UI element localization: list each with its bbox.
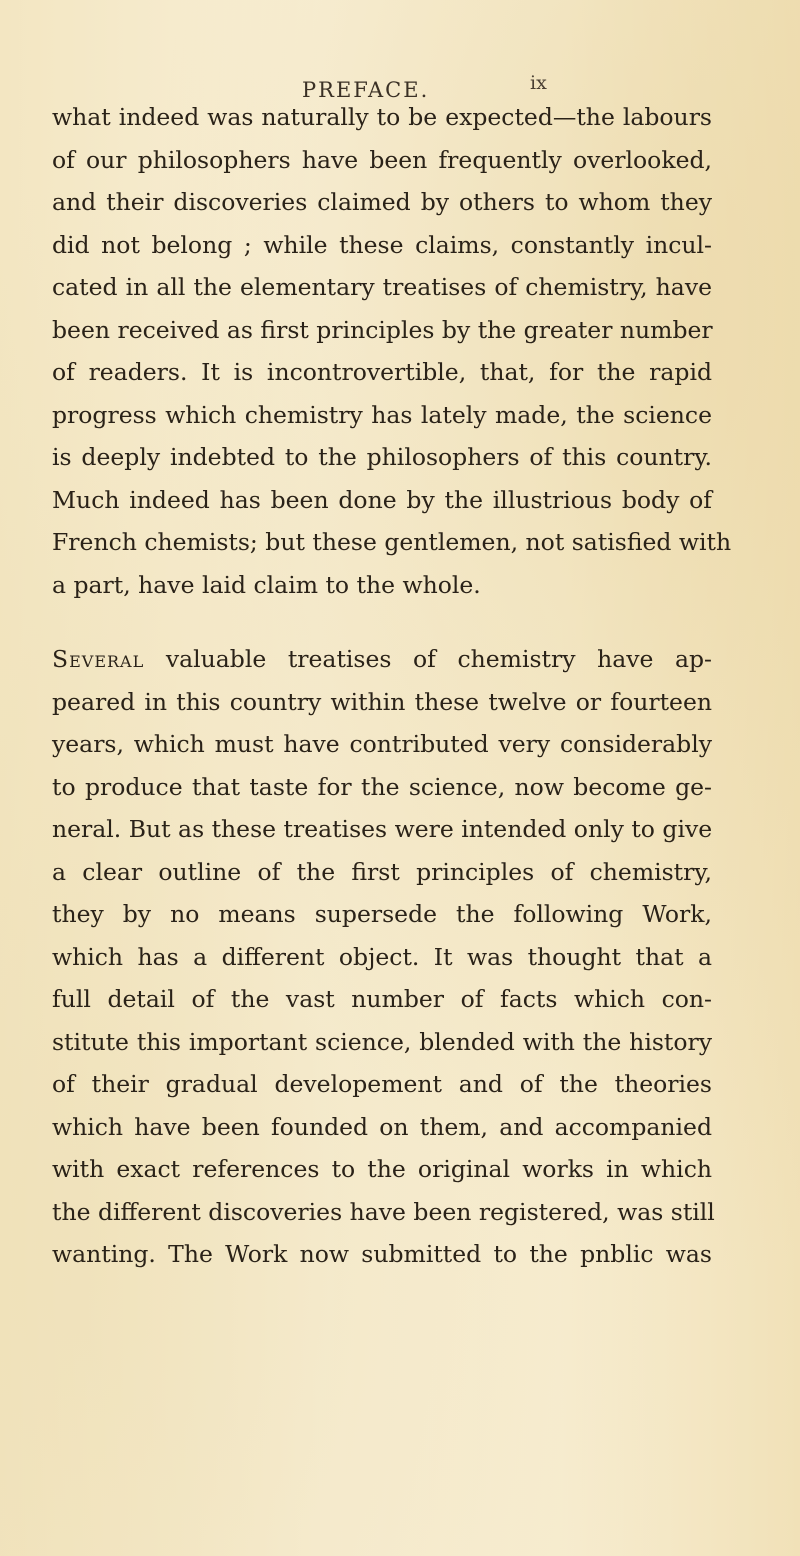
text-line: neral. But as these treatises were intended only to give <box>52 815 713 843</box>
page-number: ix <box>530 72 547 94</box>
text-line: which has a different object. It was thought that a <box>52 942 712 971</box>
paragraph-gap <box>52 606 712 638</box>
small-caps-opening: Several <box>52 645 145 673</box>
text-line: progress which chemistry has lately made, the science <box>52 400 712 429</box>
body-text <box>52 96 732 1276</box>
paragraph-1 <box>52 96 732 606</box>
text-line: Much indeed has been done by the illustrious body of <box>52 485 712 514</box>
text-line: a part, have laid claim to the whole. <box>52 570 481 599</box>
text-line: did not belong ; while these claims, constantly incul- <box>52 230 712 259</box>
text-line: what indeed was naturally to be expected—the labours <box>52 103 712 131</box>
text-line: which have been founded on them, and accompanied <box>52 1112 712 1141</box>
text-line: been received as first principles by the greater number <box>52 315 713 344</box>
text-line: of readers. It is incontrovertible, that, for the rapid <box>52 358 712 386</box>
text-line: the different discoveries have been registered, was still <box>52 1197 715 1226</box>
paragraph-2 <box>52 638 715 1276</box>
text-line: and their discoveries claimed by others to whom they <box>52 188 712 216</box>
text-line: of their gradual developement and of the theories <box>52 1070 712 1098</box>
running-title: PREFACE. <box>302 78 430 102</box>
text-line: French chemists; but these gentlemen, not satisfied with <box>52 528 732 556</box>
text-line: a clear outline of the first principles of chemistry, <box>52 857 712 886</box>
text-line: to produce that taste for the science, now become ge- <box>52 772 712 801</box>
text-line: of our philosophers have been frequently overlooked, <box>52 145 712 174</box>
text-line: wanting. The Work now submitted to the pnblic was <box>52 1240 712 1268</box>
text-line: they by no means supersede the following Work, <box>52 900 712 928</box>
first-line-rest: valuable treatises of chemistry have ap- <box>144 645 712 673</box>
text-line: with exact references to the original works in which <box>52 1155 712 1183</box>
text-line: years, which must have contributed very considerably <box>52 730 712 758</box>
text-line: full detail of the vast number of facts which con- <box>52 985 712 1013</box>
text-line-first <box>52 638 712 681</box>
text-line: is deeply indebted to the philosophers of this country. <box>52 443 712 471</box>
text-line: stitute this important science, blended with the history <box>52 1027 712 1056</box>
text-line: peared in this country within these twelve or fourteen <box>52 687 712 716</box>
text-line: cated in all the elementary treatises of chemistry, have <box>52 273 712 301</box>
